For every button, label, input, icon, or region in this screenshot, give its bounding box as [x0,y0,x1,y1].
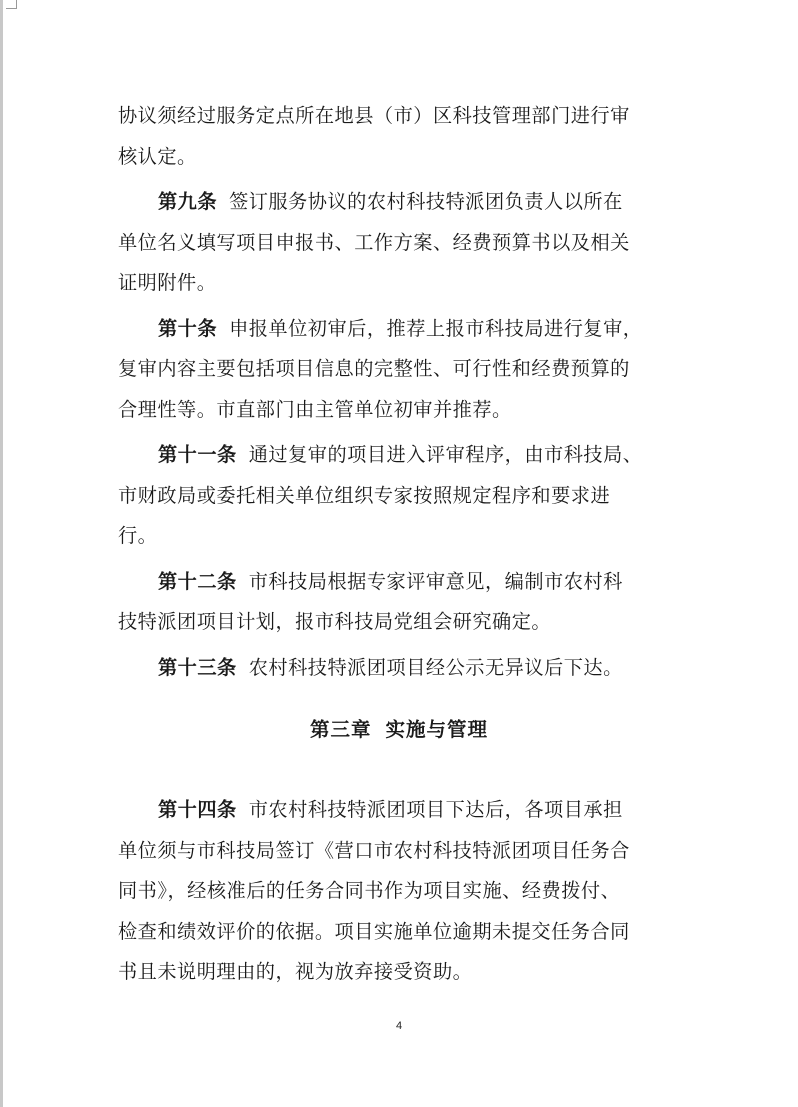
text-line: 单位须与市科技局签订《营口市农村科技特派团项目任务合 [118,838,630,862]
text-line: 检查和绩效评价的依据。项目实施单位逾期未提交任务合同 [118,919,630,943]
text-line: 申报单位初审后，推荐上报市科技局进行复审， [229,316,643,340]
article-heading: 第十三条 [158,655,237,679]
text-line: 协议须经过服务定点所在地县（市）区科技管理部门进行审 [118,104,630,127]
paragraph-continuation [118,96,678,177]
text-line: 书且未说明理由的，视为放弃接受资助。 [118,960,473,983]
chapter-title: 实施与管理 [385,718,489,741]
page-number: 4 [395,1020,403,1032]
chapter-number: 第三章 [309,718,372,741]
article-10 [118,309,678,431]
article-14 [118,790,678,993]
chapter-heading [0,714,798,742]
article-11 [118,435,678,557]
text-line: 证明附件。 [118,271,217,294]
text-line: 技特派团项目计划，报市科技局党组会研究确定。 [118,610,552,633]
text-line: 农村科技特派团项目经公示无异议后下达。 [248,655,623,679]
article-heading: 第十四条 [158,798,237,821]
article-heading: 第九条 [158,190,218,213]
text-block-upper [118,96,678,688]
article-heading: 第十条 [158,316,218,340]
article-13 [118,648,678,689]
text-line: 核认定。 [118,144,197,168]
text-line: 市农村科技特派团项目下达后，各项目承担 [248,798,623,821]
scan-edge [0,0,3,1107]
text-block-lower [118,790,678,993]
article-heading: 第十一条 [158,443,237,466]
text-line: 行。 [118,524,158,547]
scan-corner-mark [6,0,17,9]
text-line: 合理性等。市直部门由主管单位初审并推荐。 [118,397,512,421]
text-line: 复审内容主要包括项目信息的完整性、可行性和经费预算的 [118,357,630,380]
text-line: 签订服务协议的农村科技特派团负责人以所在 [229,190,623,213]
text-line: 市财政局或委托相关单位组织专家按照规定程序和要求进 [118,483,611,507]
text-line: 通过复审的项目进入评审程序，由市科技局、 [248,443,643,466]
article-heading: 第十二条 [158,569,237,593]
text-line: 同书》，经核准后的任务合同书作为项目实施、经费拨付、 [118,879,621,902]
article-9 [118,182,678,304]
text-line: 市科技局根据专家评审意见，编制市农村科 [248,569,623,593]
text-line: 单位名义填写项目申报书、工作方案、经费预算书以及相关 [118,230,630,254]
article-12 [118,562,678,643]
